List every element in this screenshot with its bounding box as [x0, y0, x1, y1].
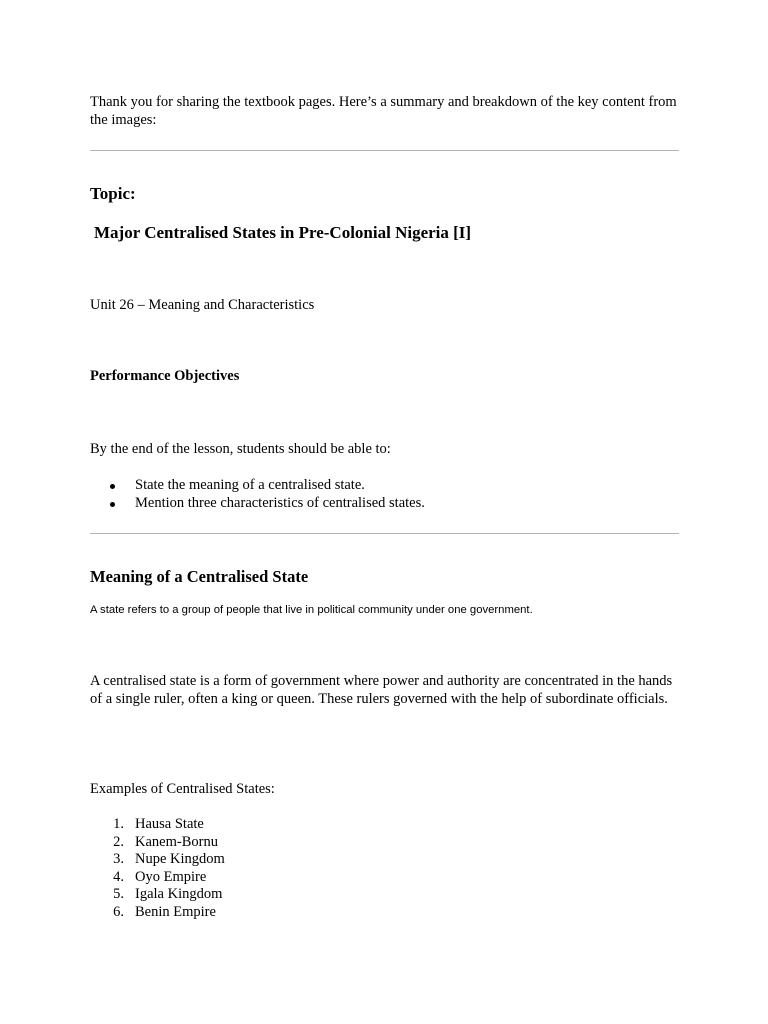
example-name: Benin Empire — [135, 903, 216, 920]
list-number: 1. — [113, 816, 124, 832]
list-item — [90, 477, 425, 495]
example-name: Kanem-Bornu — [135, 833, 218, 850]
examples-list — [90, 816, 225, 921]
list-number: 2. — [113, 833, 124, 850]
list-number: 5. — [113, 886, 124, 902]
example-name: Igala Kingdom — [135, 886, 223, 902]
example-name: Nupe Kingdom — [135, 851, 225, 867]
list-item — [90, 816, 225, 834]
list-item — [90, 904, 225, 922]
objectives-lead: By the end of the lesson, students should be able to: — [90, 441, 391, 457]
bullet-icon — [110, 502, 115, 507]
examples-heading: Examples of Centralised States: — [90, 781, 275, 797]
list-item — [90, 495, 425, 513]
list-item — [90, 851, 225, 869]
centralised-definition: A centralised state is a form of government where power and authority are concentrated in the hands of a single ruler, often a king or queen. These rulers governed with the help of subordinate officials. — [90, 673, 673, 707]
objective-text: Mention three characteristics of centralised states. — [135, 494, 425, 511]
objectives-list — [90, 477, 425, 512]
intro-paragraph: Thank you for sharing the textbook pages. Here’s a summary and breakdown of the key content from the images: — [90, 94, 677, 128]
list-number: 4. — [113, 868, 124, 885]
divider-1 — [90, 150, 679, 151]
list-item — [90, 886, 225, 904]
list-item — [90, 869, 225, 887]
bullet-icon — [110, 484, 115, 489]
objective-text: State the meaning of a centralised state. — [135, 477, 365, 493]
divider-2 — [90, 533, 679, 534]
example-name: Oyo Empire — [135, 868, 207, 885]
objectives-heading: Performance Objectives — [90, 368, 240, 384]
example-name: Hausa State — [135, 816, 204, 832]
state-definition: A state refers to a group of people that live in political community under one government. — [90, 604, 533, 616]
list-number: 3. — [113, 851, 124, 867]
unit-heading: Unit 26 – Meaning and Characteristics — [90, 297, 315, 313]
list-number: 6. — [113, 903, 124, 920]
page-title: Major Centralised States in Pre-Colonial Nigeria [I] — [94, 223, 472, 242]
list-item — [90, 834, 225, 852]
topic-label: Topic: — [90, 184, 136, 203]
meaning-heading: Meaning of a Centralised State — [90, 567, 309, 586]
